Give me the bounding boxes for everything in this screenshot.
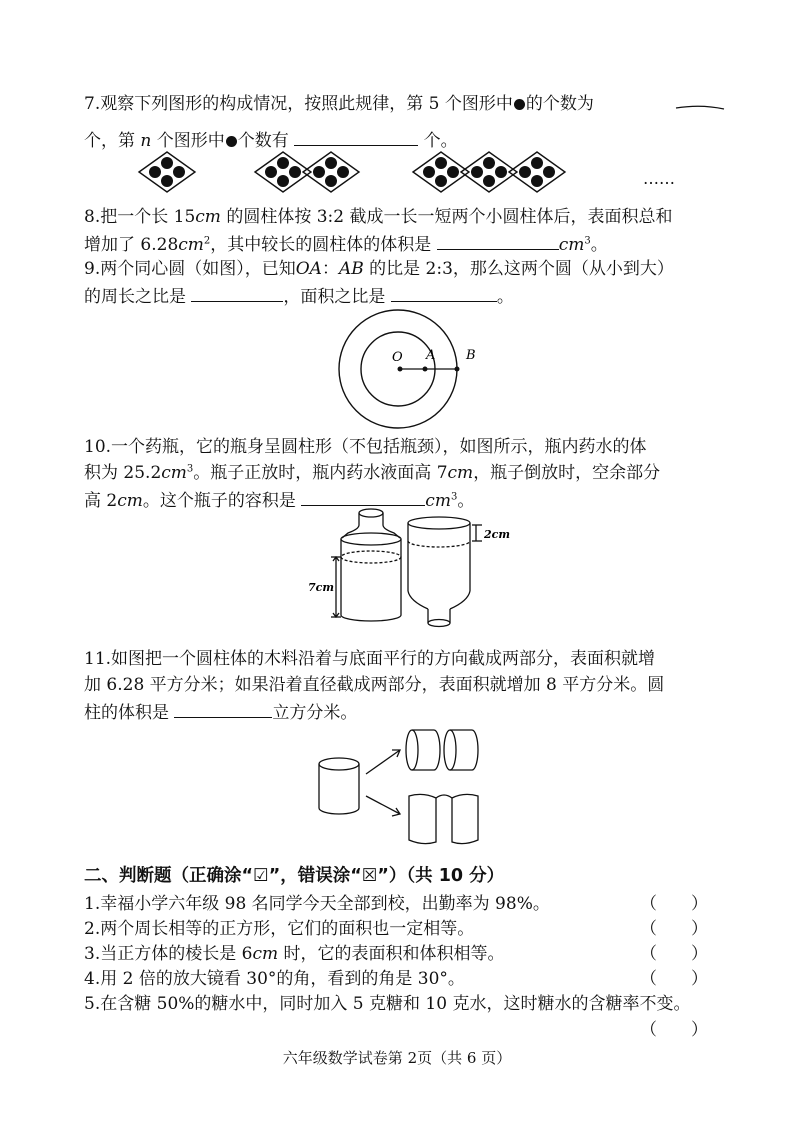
point-a <box>423 367 428 372</box>
q10-line1: 10.一个药瓶，它的瓶身呈圆柱形（不包括瓶颈），如图所示，瓶内药水的体 <box>84 437 647 457</box>
pattern-dot <box>325 175 337 187</box>
pattern-dot <box>483 175 495 187</box>
pattern-dot <box>289 166 301 178</box>
pattern-dot <box>325 157 337 169</box>
q7-line2: 个，第 n 个图形中 个数有 个。 <box>84 127 458 153</box>
judge-answer-1[interactable]: （ ） <box>640 894 708 914</box>
pattern-dot <box>495 166 507 178</box>
pattern-dot <box>173 166 185 178</box>
pattern-dot <box>161 157 173 169</box>
q9-line1: 9.两个同心圆（如图），已知OA：AB 的比是 2:3，那么这两个圆（从小到大） <box>84 259 674 279</box>
label-a: A <box>426 348 436 363</box>
q8-line2: 增加了 $6.28cm^2$，其中较长的圆柱体的体积是 $cm^3$。 <box>84 231 608 257</box>
pattern-dot <box>149 166 161 178</box>
q10-blank[interactable] <box>301 487 425 506</box>
label-2cm: 2cm <box>484 528 510 541</box>
q10-line3: 高 2cm。这个瓶子的容积是 $cm^3$。 <box>84 487 474 513</box>
q7-blank-1[interactable] <box>676 104 726 112</box>
judge-answer-3[interactable]: （ ） <box>640 944 708 964</box>
judge-answer-5[interactable]: （ ） <box>640 1020 708 1040</box>
pattern-dot <box>519 166 531 178</box>
page-footer: 六年级数学试卷第 2页（共 6 页） <box>282 1049 512 1067</box>
q9-blank-1[interactable] <box>191 283 283 302</box>
section-2-title: 二、判断题（正确涂“☑”，错误涂“☒”）（共 10 分） <box>84 866 505 886</box>
pattern-dot <box>435 157 447 169</box>
dot-pattern-figure <box>135 150 695 195</box>
point-o <box>398 367 403 372</box>
q7-line1: 7.观察下列图形的构成情况，按照此规律，第 5 个图形中 的个数为 <box>84 94 594 114</box>
cylinder-cut-figure <box>312 722 492 848</box>
pattern-dot <box>543 166 555 178</box>
judge-item-2: 2.两个周长相等的正方形，它们的面积也一定相等。 <box>84 919 475 939</box>
judge-item-1: 1.幸福小学六年级 98 名同学今天全部到校，出勤率为 98%。 <box>84 894 550 914</box>
pattern-dot <box>435 175 447 187</box>
q9-blank-2[interactable] <box>391 283 497 302</box>
pattern-dot <box>423 166 435 178</box>
black-dot-icon <box>514 99 525 110</box>
q11-line1: 11.如图把一个圆柱体的木料沿着与底面平行的方向截成两部分，表面积就增 <box>84 649 656 669</box>
pattern-dot <box>531 175 543 187</box>
pattern-dot <box>483 157 495 169</box>
judge-item-5: 5.在含糖 50%的糖水中，同时加入 5 克糖和 10 克水，这时糖水的含糖率不变。 <box>84 994 691 1014</box>
pattern-dot <box>313 166 325 178</box>
pattern-dot <box>277 157 289 169</box>
pattern-dot <box>531 157 543 169</box>
q11-blank[interactable] <box>174 699 272 718</box>
q9-line2: 的周长之比是 ，面积之比是 。 <box>84 283 514 309</box>
judge-item-4: 4.用 2 倍的放大镜看 30°的角，看到的角是 30°。 <box>84 969 465 989</box>
label-o: O <box>392 350 403 365</box>
pattern-dot <box>265 166 277 178</box>
q7-blank-2[interactable] <box>294 127 418 146</box>
label-b: B <box>466 348 476 363</box>
pattern-dot <box>471 166 483 178</box>
medicine-bottle-figure <box>300 505 540 633</box>
q11-line2: 加 6.28 平方分米；如果沿着直径截成两部分，表面积就增加 8 平方分米。圆 <box>84 675 665 695</box>
q11-line3: 柱的体积是 立方分米。 <box>84 699 357 725</box>
q8-blank[interactable] <box>437 231 559 250</box>
pattern-ellipsis: …… <box>643 169 675 188</box>
judge-answer-2[interactable]: （ ） <box>640 919 708 939</box>
point-b <box>455 367 460 372</box>
pattern-dot <box>337 166 349 178</box>
judge-item-3: 3.当正方体的棱长是 6cm 时，它的表面积和体积相等。 <box>84 944 505 964</box>
q8-line1: 8.把一个长 15cm 的圆柱体按 3:2 截成一长一短两个小圆柱体后，表面积总和 <box>84 207 673 227</box>
judge-answer-4[interactable]: （ ） <box>640 969 708 989</box>
q10-line2: 积为 $25.2cm^3$。瓶子正放时，瓶内药水液面高 7cm，瓶子倒放时，空余部分 <box>84 463 661 483</box>
pattern-dot <box>161 175 173 187</box>
pattern-dot <box>277 175 289 187</box>
concentric-circles-figure <box>338 309 476 429</box>
label-7cm: 7cm <box>308 581 334 594</box>
black-dot-icon <box>226 136 237 147</box>
pattern-dot <box>447 166 459 178</box>
